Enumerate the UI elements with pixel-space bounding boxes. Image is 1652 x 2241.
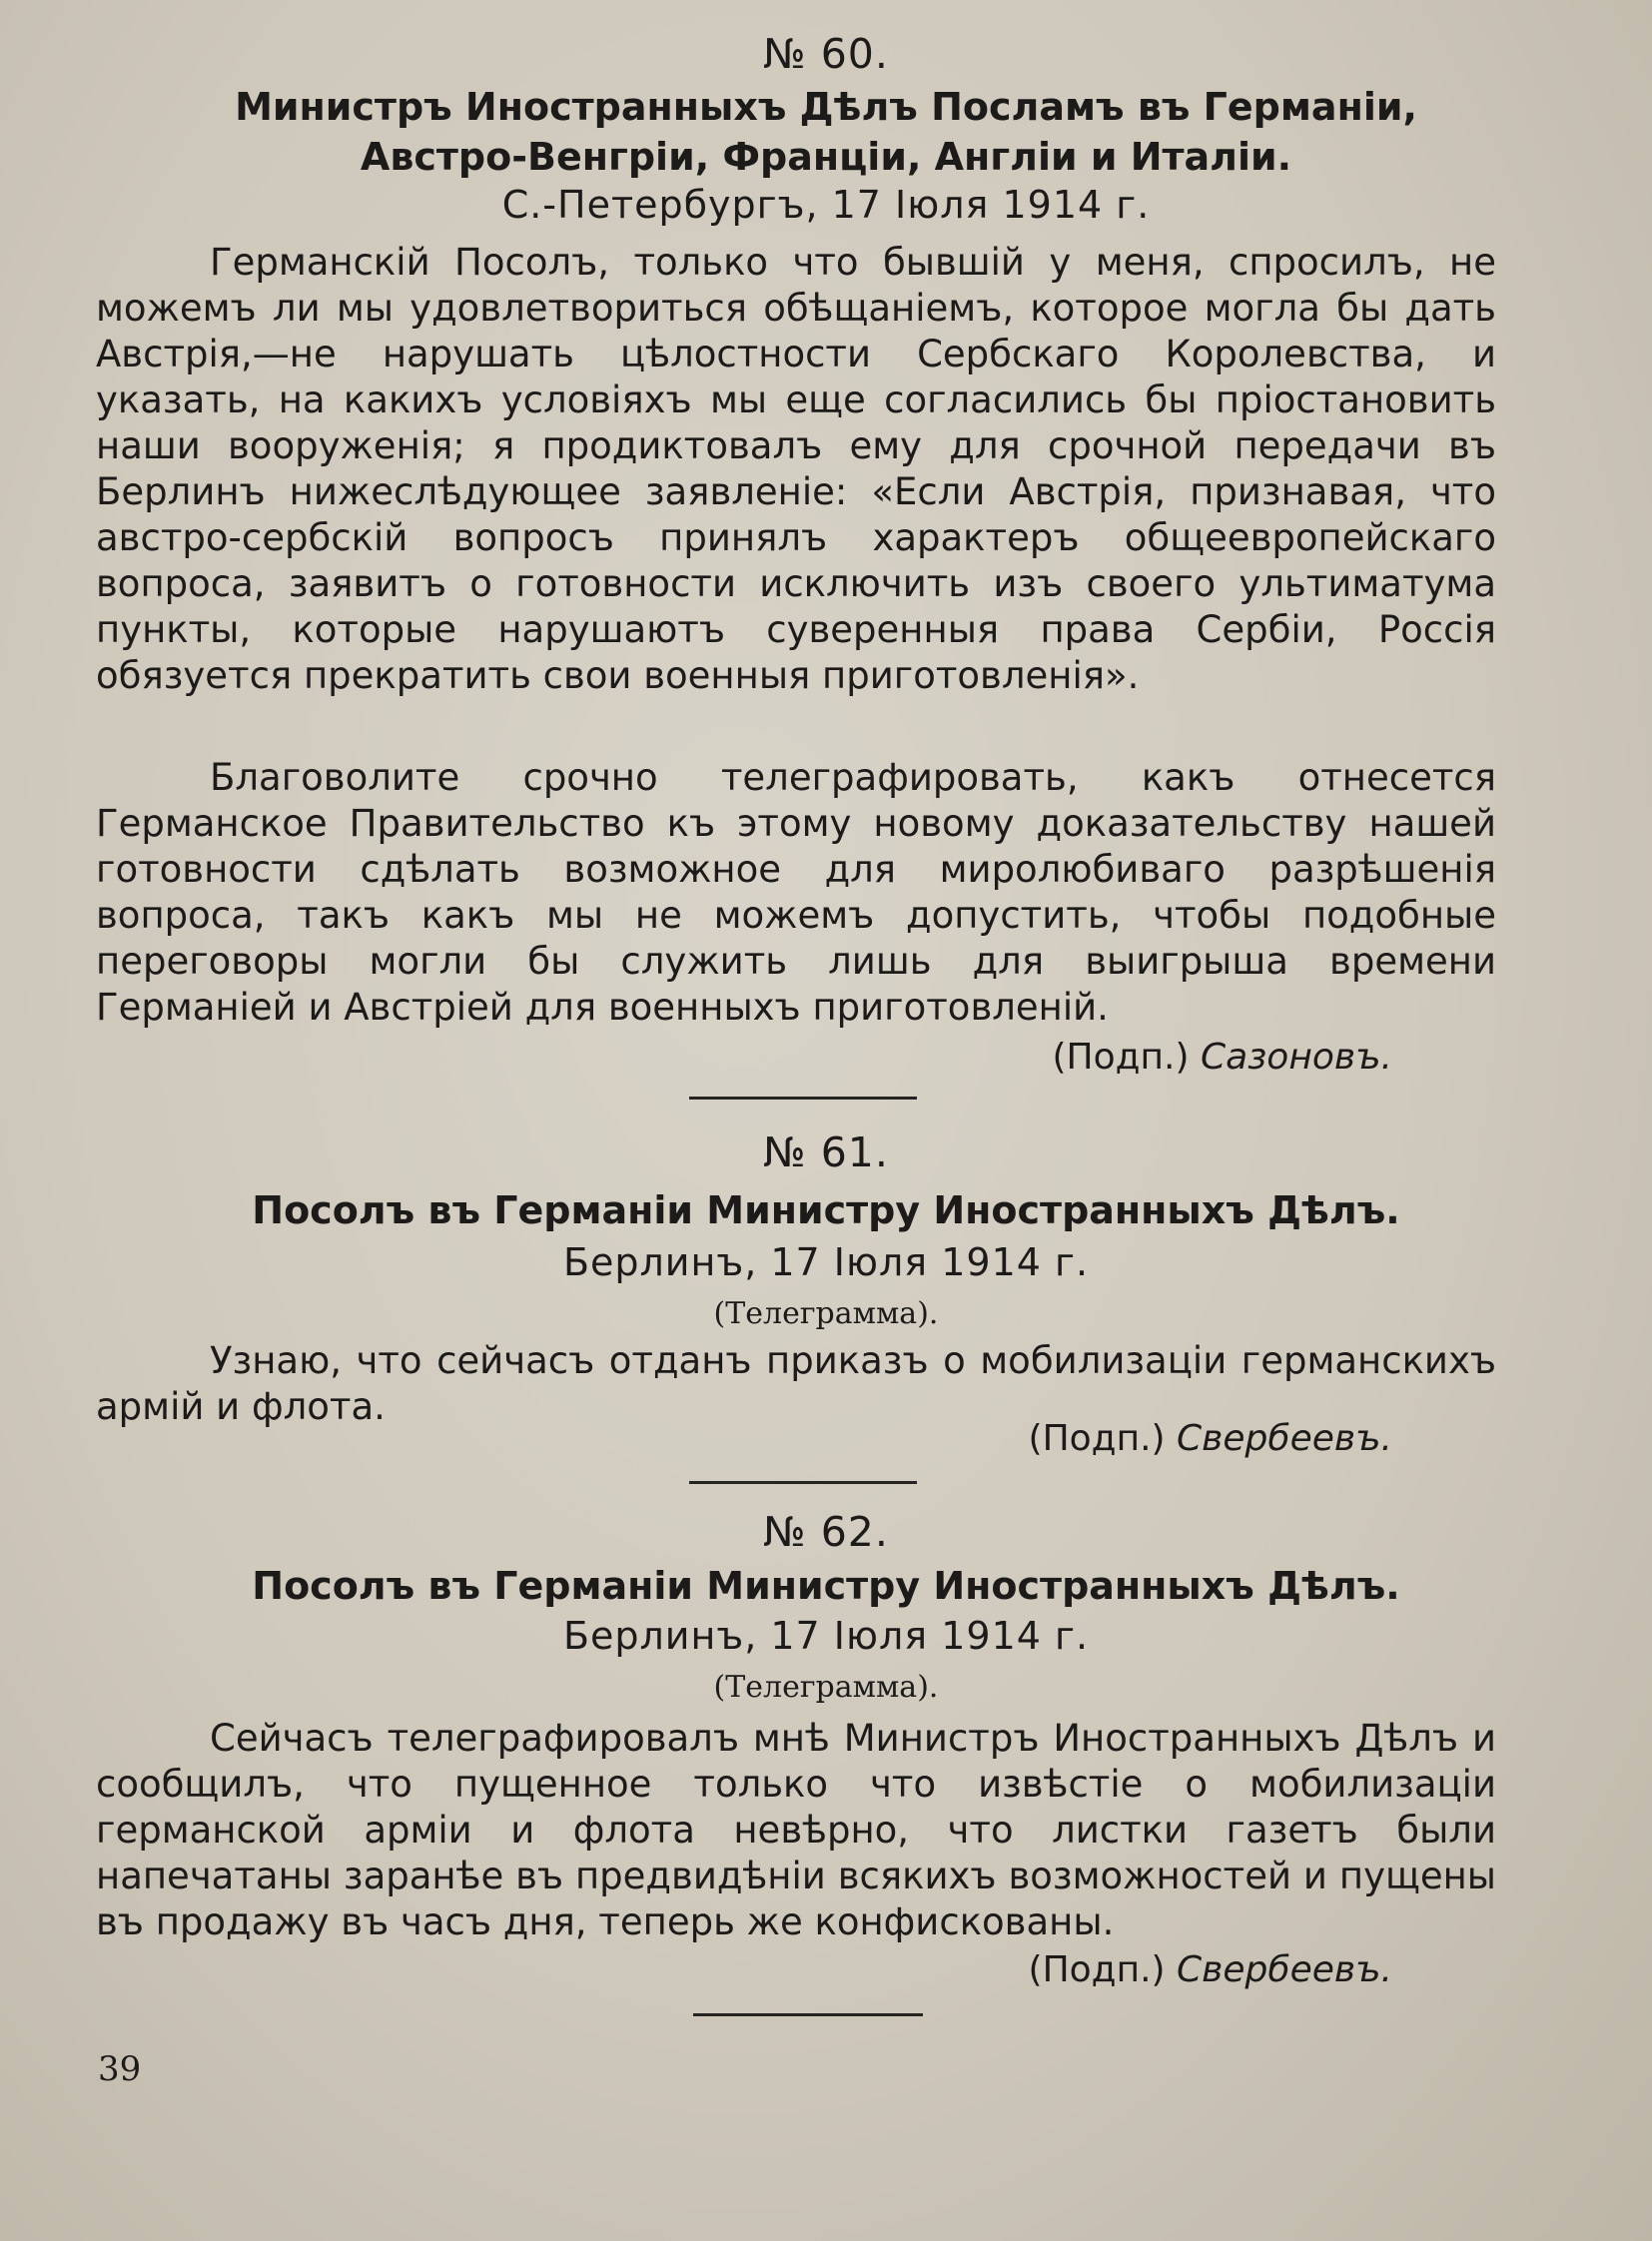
doc60-signature-prefix: (Подп.): [1052, 1037, 1190, 1078]
doc60-title-line2: Австро-Венгріи, Франціи, Англіи и Италіи.: [360, 135, 1292, 179]
doc62-type: (Телеграмма).: [713, 1670, 939, 1705]
doc61-place-date: Берлинъ, 17 Іюля 1914 г.: [562, 1240, 1090, 1284]
doc60-signature: [1052, 1037, 1392, 1078]
doc62-signature-prefix: (Подп.): [1028, 1949, 1166, 1990]
doc62-place-date: Берлинъ, 17 Іюля 1914 г.: [562, 1614, 1090, 1658]
doc61-number: № 61.: [763, 1128, 889, 1176]
doc60-paragraph-1: Германскій Посолъ, только что бывшій у меня, спросилъ, не можемъ ли мы удовлетвориться обѣщаніемъ, которое могла бы дать Австрія,—не нарушать цѣлостности Сербскаго Королевства, и указать, на какихъ условіяхъ мы еще согласились бы пріостановить наши вооруженія; я продиктовалъ ему для срочной передачи въ Берлинъ нижеслѣдующее заявленіе: «Если Австрія, признавая, что австро-сербскій вопросъ принялъ характеръ общеевропейскаго вопроса, заявитъ о готовности исключить изъ своего ультиматума пункты, которые нарушаютъ суверенныя права Сербіи, Россія обязуется прекратить свои военныя приготовленія».: [96, 241, 1496, 697]
doc61-type: (Телеграмма).: [713, 1296, 939, 1331]
doc60-place-date: С.-Петербургъ, 17 Іюля 1914 г.: [501, 183, 1151, 227]
doc61-title: Посолъ въ Германіи Министру Иностранныхъ Дѣлъ.: [252, 1188, 1400, 1232]
doc62-signature-name: Свербеевъ.: [1177, 1949, 1392, 1990]
page-number: 39: [98, 2049, 142, 2089]
separator-rule-1: [689, 1097, 917, 1100]
doc60-paragraph-2: Благоволите срочно телеграфировать, какъ отнесется Германское Правительство къ этому новому доказательству нашей готовности сдѣлать возможное для миролюбиваго разрѣшенія вопроса, такъ какъ мы не можемъ допустить, чтобы подобные переговоры могли бы служить лишь для выигрыша времени Германіей и Австріей для военныхъ приготовленій.: [96, 756, 1496, 1029]
doc61-paragraph-1: Узнаю, что сейчасъ отданъ приказъ о мобилизаціи германскихъ армій и флота.: [96, 1339, 1496, 1428]
doc60-number: № 60.: [763, 30, 889, 78]
doc60-signature-name: Сазоновъ.: [1200, 1037, 1392, 1078]
separator-rule-3: [693, 2013, 923, 2016]
doc61-signature: [1029, 1418, 1392, 1459]
doc62-number: № 62.: [763, 1508, 889, 1556]
doc62-paragraph-1: Сейчасъ телеграфировалъ мнѣ Министръ Иностранныхъ Дѣлъ и сообщилъ, что пущенное только что извѣстіе о мобилизаціи германской арміи и флота невѣрно, что листки газетъ были напечатаны заранѣе въ предвидѣніи всякихъ возможностей и пущены въ продажу въ часъ дня, теперь же конфискованы.: [96, 1717, 1496, 1943]
doc60-title-line1: Министръ Иностранныхъ Дѣлъ Посламъ въ Германіи,: [235, 85, 1417, 129]
doc61-signature-name: Свербеевъ.: [1177, 1418, 1392, 1459]
separator-rule-2: [689, 1481, 917, 1484]
doc61-signature-prefix: (Подп.): [1028, 1418, 1166, 1459]
doc62-title: Посолъ въ Германіи Министру Иностранныхъ Дѣлъ.: [252, 1564, 1400, 1608]
doc62-signature: [1029, 1949, 1392, 1990]
